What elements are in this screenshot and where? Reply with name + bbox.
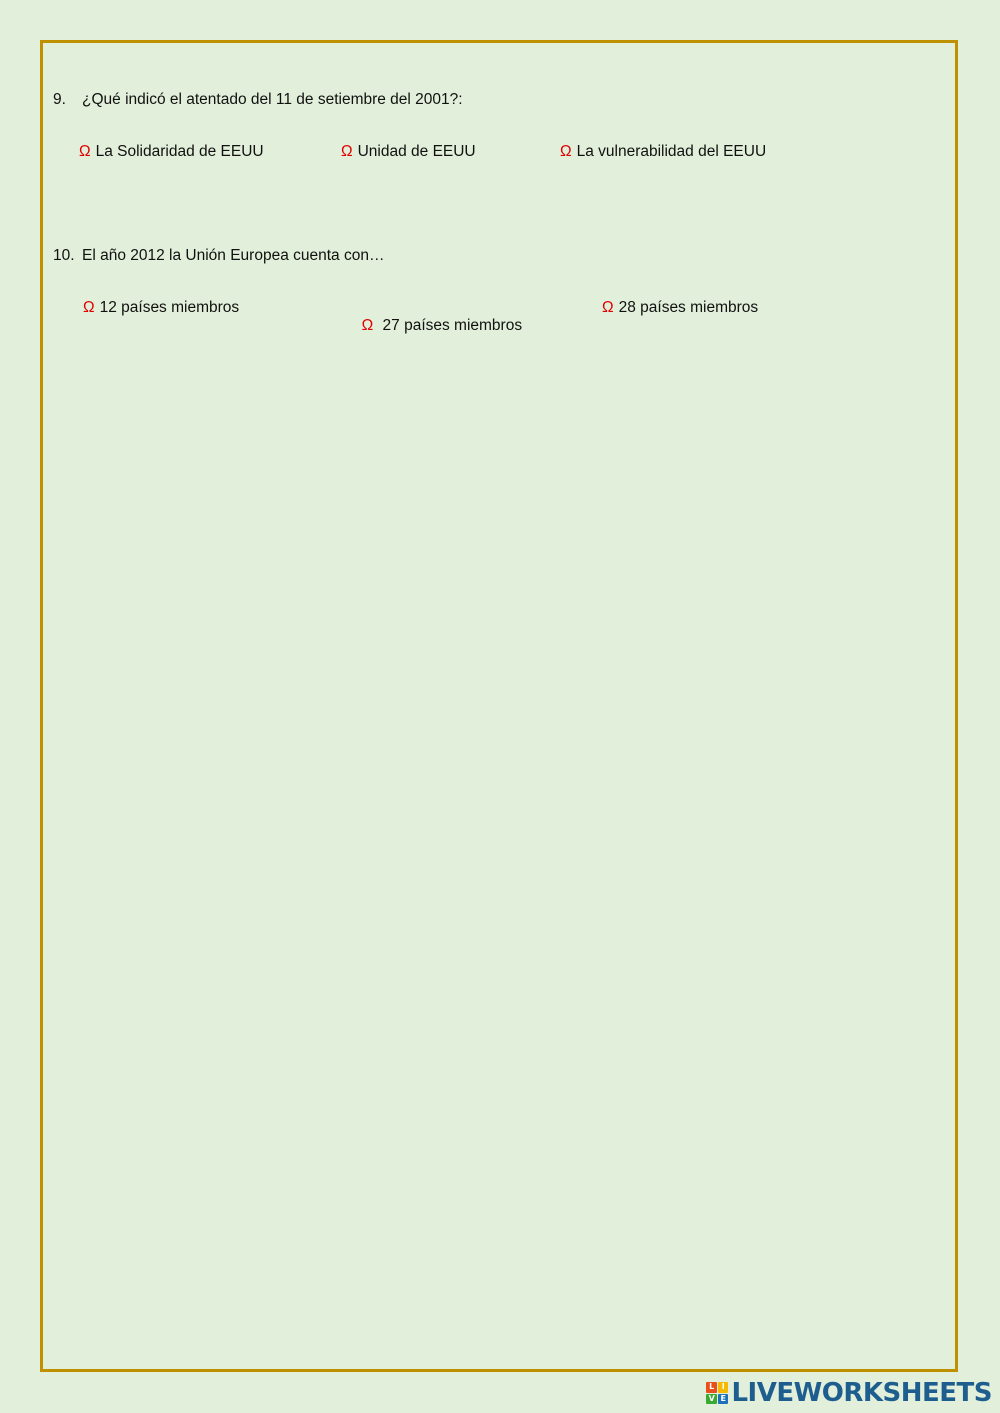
question-number: 10.: [53, 247, 75, 264]
option-q10-c[interactable]: [602, 299, 758, 317]
logo-mark-letter: E: [718, 1394, 729, 1405]
worksheet-frame: [40, 40, 958, 1372]
question-9: [53, 91, 463, 109]
option-label: La Solidaridad de EEUU: [95, 143, 264, 160]
omega-marker-icon: Ω: [361, 317, 374, 334]
logo-mark-letter: L: [706, 1382, 717, 1393]
omega-marker-icon: Ω: [560, 143, 572, 160]
question-text: ¿Qué indicó el atentado del 11 de setiembre del 2001?:: [82, 91, 463, 108]
option-label: 12 países miembros: [99, 299, 240, 316]
option-label: 28 países miembros: [618, 299, 759, 316]
option-q10-a[interactable]: [83, 299, 239, 317]
option-q9-c[interactable]: [560, 143, 766, 161]
question-number: 9.: [53, 91, 66, 108]
omega-marker-icon: Ω: [602, 299, 614, 316]
logo-text: LIVEWORKSHEETS: [731, 1378, 992, 1408]
omega-marker-icon: Ω: [341, 143, 353, 160]
logo-mark-letter: I: [718, 1382, 729, 1393]
option-label: La vulnerabilidad del EEUU: [576, 143, 767, 160]
option-label: 27 países miembros: [378, 317, 523, 334]
question-text: El año 2012 la Unión Europea cuenta con…: [82, 247, 385, 264]
question-10: [53, 247, 384, 265]
option-q9-b[interactable]: [341, 143, 476, 161]
omega-marker-icon: Ω: [79, 143, 91, 160]
option-q10-b[interactable]: [353, 299, 522, 335]
logo-mark-icon: [706, 1382, 728, 1404]
option-q9-a[interactable]: [79, 143, 264, 161]
omega-marker-icon: Ω: [83, 299, 95, 316]
liveworksheets-logo: [706, 1379, 992, 1407]
option-label: Unidad de EEUU: [357, 143, 476, 160]
logo-mark-letter: V: [706, 1394, 717, 1405]
